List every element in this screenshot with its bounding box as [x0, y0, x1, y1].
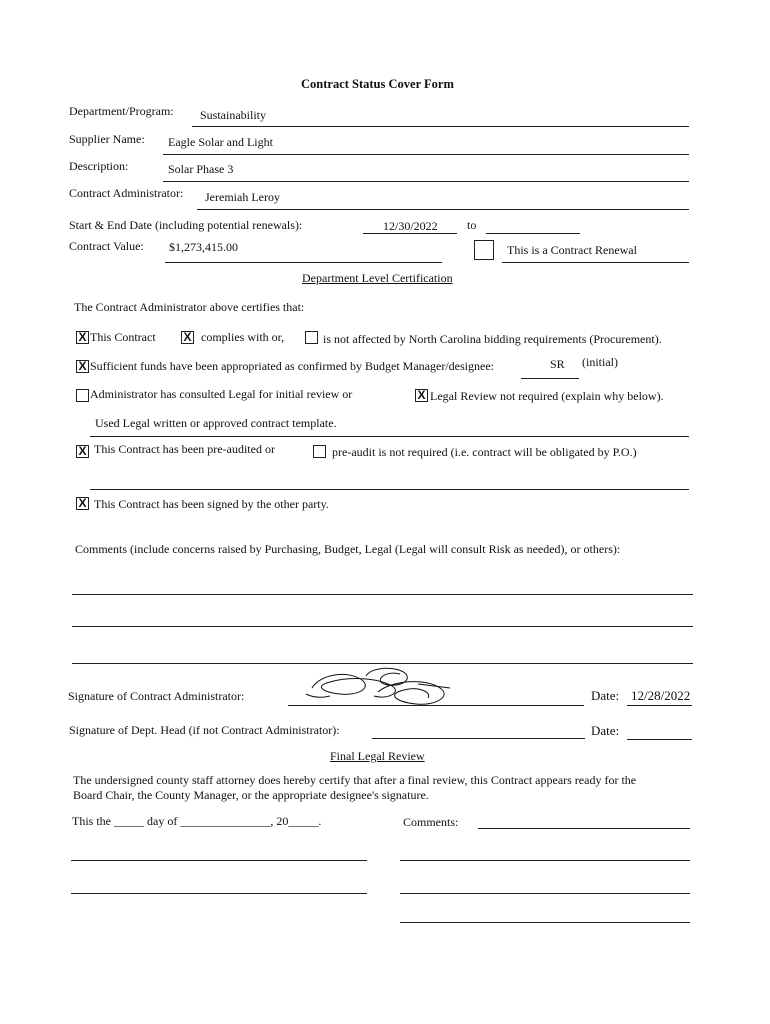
renewal-label: This is a Contract Renewal: [507, 243, 637, 257]
final-review-date-line: This the _____ day of _______________, 20_____.: [72, 814, 322, 828]
legal-explain-underline: [90, 436, 689, 437]
head-date-underline[interactable]: [627, 739, 692, 740]
legal-consulted-checkbox[interactable]: [76, 389, 89, 402]
start-date-value[interactable]: 12/30/2022: [383, 219, 438, 233]
preaudit-underline: [90, 489, 689, 490]
comments-line-2[interactable]: [72, 626, 693, 627]
description-label: Description:: [69, 159, 129, 173]
value-label: Contract Value:: [69, 239, 144, 253]
complies-label: complies with or,: [201, 330, 285, 344]
final-comments-line-1[interactable]: [478, 828, 690, 829]
department-value[interactable]: Sustainability: [200, 108, 266, 122]
comments-line-1[interactable]: [72, 594, 693, 595]
attorney-signature-line-2[interactable]: [71, 893, 367, 894]
to-label: to: [467, 218, 477, 232]
handwritten-signature: [300, 664, 460, 710]
final-comments-line-2[interactable]: [400, 860, 690, 861]
head-signature-line[interactable]: [372, 738, 585, 739]
legal-not-required-label: Legal Review not required (explain why below).: [430, 389, 664, 403]
funds-checkbox[interactable]: X: [76, 360, 89, 373]
attorney-signature-line-1[interactable]: [71, 860, 367, 861]
legal-consulted-label: Administrator has consulted Legal for initial review or: [90, 387, 353, 401]
signed-checkbox[interactable]: X: [76, 497, 89, 510]
value-value[interactable]: $1,273,415.00: [169, 240, 238, 254]
final-comments-line-4[interactable]: [400, 922, 690, 923]
end-date-underline: [486, 233, 580, 234]
legal-not-required-checkbox[interactable]: X: [415, 389, 428, 402]
preaudited-label: This Contract has been pre-audited or: [94, 442, 275, 456]
renewal-underline: [502, 262, 689, 263]
not-affected-checkbox[interactable]: [305, 331, 318, 344]
admin-signature-label: Signature of Contract Administrator:: [68, 689, 245, 703]
department-label: Department/Program:: [69, 104, 174, 118]
admin-signature-line: [288, 705, 584, 706]
admin-date-label: Date:: [591, 688, 620, 703]
preaudited-checkbox[interactable]: X: [76, 445, 89, 458]
form-title: Contract Status Cover Form: [301, 77, 454, 91]
final-review-text-2: Board Chair, the County Manager, or the appropriate designee's signature.: [73, 788, 429, 802]
admin-date-value[interactable]: 12/28/2022: [631, 688, 691, 703]
supplier-underline: [163, 154, 689, 155]
head-signature-label: Signature of Dept. Head (if not Contract Administrator):: [69, 723, 340, 737]
preaudit-not-required-label: pre-audit is not required (i.e. contract will be obligated by P.O.): [332, 445, 637, 459]
supplier-value[interactable]: Eagle Solar and Light: [168, 135, 273, 149]
this-contract-label: This Contract: [90, 330, 156, 344]
complies-checkbox[interactable]: X: [181, 331, 194, 344]
not-affected-label: is not affected by North Carolina bidding requirements (Procurement).: [323, 332, 662, 346]
preaudit-not-required-checkbox[interactable]: [313, 445, 326, 458]
start-date-underline: [363, 233, 457, 234]
head-date-label: Date:: [591, 723, 620, 738]
administrator-value[interactable]: Jeremiah Leroy: [205, 190, 280, 204]
this-contract-checkbox[interactable]: X: [76, 331, 89, 344]
final-review-comments-label: Comments:: [403, 815, 459, 829]
department-underline: [192, 126, 689, 127]
value-underline: [165, 262, 442, 263]
signed-label: This Contract has been signed by the other party.: [94, 497, 329, 511]
admin-date-underline: [627, 705, 692, 706]
initials-underline: [521, 378, 579, 379]
final-review-text-1: The undersigned county staff attorney does hereby certify that after a final review, this Contract appears ready for the: [73, 773, 637, 787]
supplier-label: Supplier Name:: [69, 132, 145, 146]
renewal-checkbox[interactable]: [474, 240, 494, 260]
initial-label: (initial): [582, 355, 618, 369]
certification-intro: The Contract Administrator above certifies that:: [74, 300, 305, 314]
dates-label: Start & End Date (including potential renewals):: [69, 218, 303, 232]
legal-template-text[interactable]: Used Legal written or approved contract template.: [95, 416, 337, 430]
description-value[interactable]: Solar Phase 3: [168, 162, 234, 176]
final-comments-line-3[interactable]: [400, 893, 690, 894]
administrator-underline: [197, 209, 689, 210]
comments-label: Comments (include concerns raised by Purchasing, Budget, Legal (Legal will consult Risk as needed), or others):: [75, 542, 621, 556]
funds-label: Sufficient funds have been appropriated as confirmed by Budget Manager/designee:: [90, 359, 494, 373]
final-review-heading: Final Legal Review: [330, 749, 425, 763]
description-underline: [163, 181, 689, 182]
funds-initials[interactable]: SR: [550, 357, 565, 371]
administrator-label: Contract Administrator:: [69, 186, 184, 200]
certification-heading: Department Level Certification: [302, 271, 453, 285]
